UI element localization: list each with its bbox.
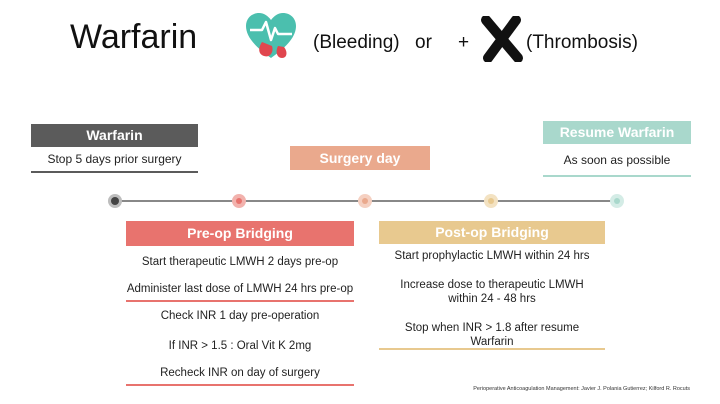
- preop-underline: [126, 300, 354, 302]
- warfarin-header: Warfarin: [31, 124, 198, 147]
- timeline-dot-surgery: [358, 194, 372, 208]
- preop-item: Recheck INR on day of surgery: [160, 367, 320, 379]
- surgery-day-header: Surgery day: [290, 146, 430, 170]
- bleeding-heart-icon: [244, 12, 298, 62]
- preop-item: Administer last dose of LMWH 24 hrs pre-op: [126, 283, 354, 295]
- timeline-dot-postop: [484, 194, 498, 208]
- page-title: Warfarin: [70, 18, 198, 56]
- warfarin-note: Stop 5 days prior surgery: [47, 152, 182, 166]
- or-label: or: [415, 32, 432, 53]
- postop-bridging-header: Post-op Bridging: [379, 221, 605, 244]
- preop-item: If INR > 1.5 : Oral Vit K 2mg: [168, 340, 312, 352]
- resume-warfarin-header: Resume Warfarin: [543, 121, 691, 144]
- bleeding-label: (Bleeding): [313, 32, 400, 53]
- black-cross-icon: [480, 16, 524, 62]
- resume-warfarin-note: As soon as possible: [563, 153, 671, 167]
- preop-bridging-header: Pre-op Bridging: [126, 221, 354, 246]
- preop-item: Start therapeutic LMWH 2 days pre-op: [141, 256, 339, 268]
- postop-item: Increase dose to therapeutic LMWH within 24 - 48 hrs: [400, 279, 584, 305]
- resume-underline: [543, 175, 691, 177]
- plus-label: +: [458, 32, 470, 53]
- timeline-dot-warfarin: [108, 194, 122, 208]
- timeline-dot-preop: [232, 194, 246, 208]
- thrombosis-label: (Thrombosis): [526, 32, 638, 53]
- postop-underline: [379, 348, 605, 350]
- preop-item: Check INR 1 day pre-operation: [160, 310, 320, 322]
- preop-underline: [126, 384, 354, 386]
- postop-item: Stop when INR > 1.8 after resume Warfarin: [404, 322, 580, 348]
- warfarin-underline: [31, 171, 198, 173]
- timeline-dot-resume: [610, 194, 624, 208]
- postop-item: Start prophylactic LMWH within 24 hrs: [394, 250, 590, 262]
- citation: Perioperative Anticoagulation Management: Javier J. Polania Gutierrez; Kilford R. Rocuts: [473, 386, 690, 392]
